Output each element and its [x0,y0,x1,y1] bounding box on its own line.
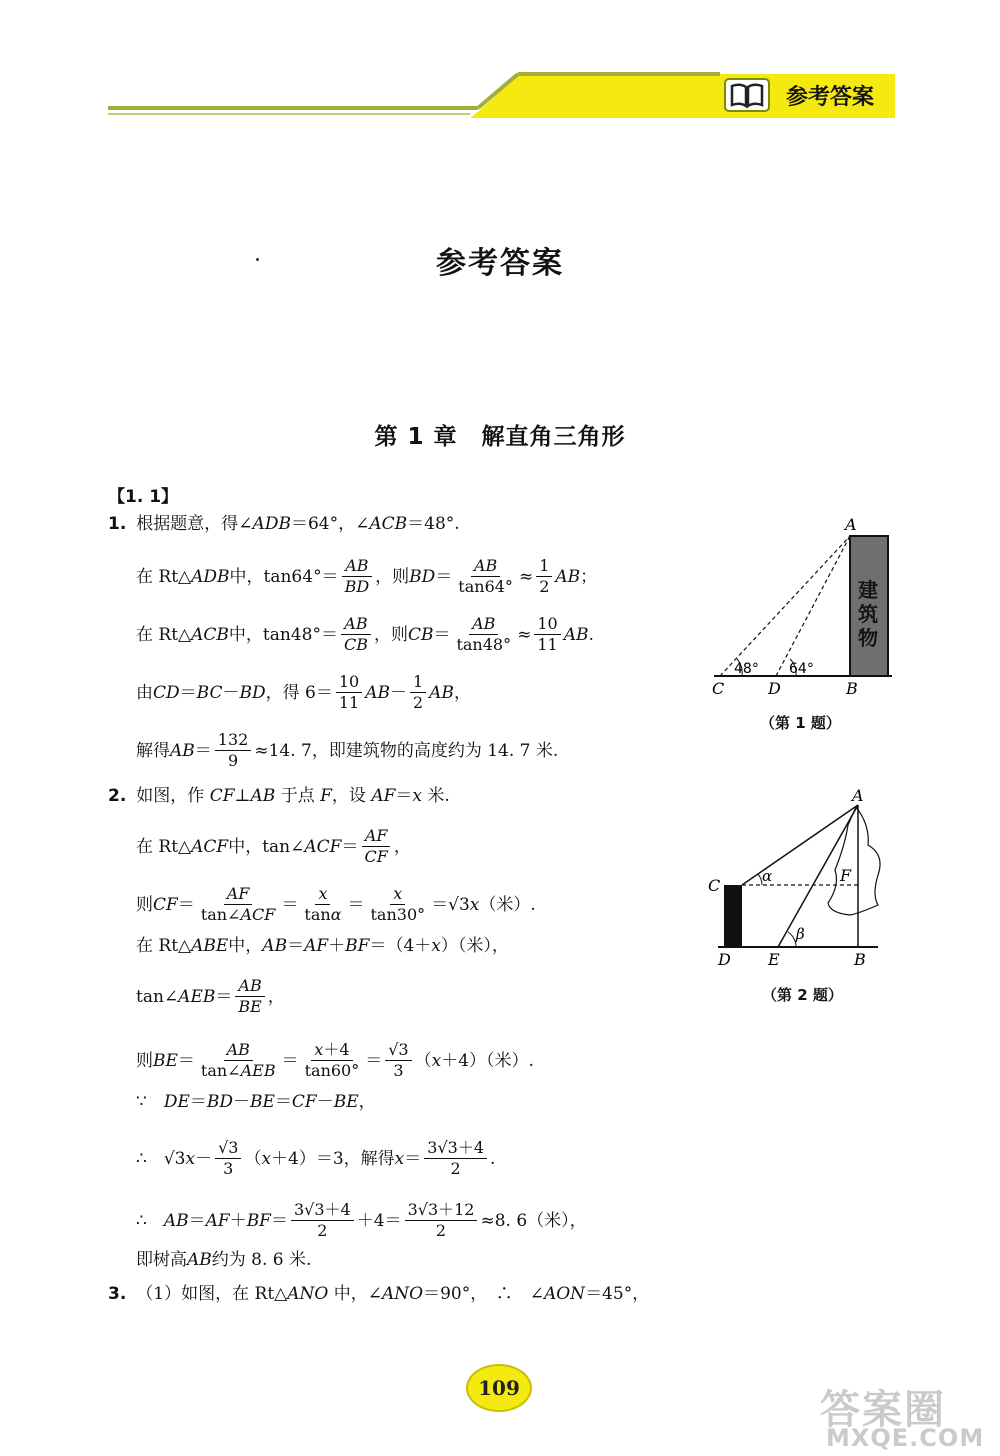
page-header [0,0,1000,150]
watermark-bottom: MXQE.COM [826,1424,985,1452]
building-label: 建筑物 [858,578,878,650]
label-c: C [712,679,725,698]
label-d: D [718,950,731,969]
p2-line-7: ∵ DE ＝ BD － BE ＝ CF － BE ， [136,1092,376,1112]
p1-line-4: 由 CD ＝ BC － BD ，得 6＝ $\frac{10}{11}$ AB － $\frac{1}{2}$ AB ， [136,672,471,712]
p2-line-10: 即树高 AB 约为 8. 6 米. [136,1250,312,1270]
p1-line-5: 解得 AB ＝ $\frac{132}{9}$ ≈14. 7，即建筑物的高度约为 14. 7 米. [136,730,559,770]
p2-line-5: tan∠ AEB ＝ $\frac{AB}{BE}$ ， [136,976,285,1016]
page-number-badge [466,1364,532,1412]
problem-number: 1. [108,514,127,534]
figure-2-caption: （第 2 题） [762,986,843,1004]
figure-1-caption: （第 1 题） [760,714,841,732]
page-number: 109 [478,1376,520,1400]
label-f: F [840,866,852,885]
page-title: 参考答案 [436,246,564,281]
label-c: C [708,876,721,895]
p2-line-6: 则 BE ＝ $\frac{AB}{\text{tan∠AEB}}$ ＝ $\frac{x+4}{\tan 60^\circ}$ ＝ $\frac{√3}{3}$ （ x ＋4）（米）. [136,1040,534,1080]
problem-number: 2. [108,786,127,806]
header-label: 参考答案 [786,85,875,110]
label-b: B [846,679,858,698]
p1-line-2: 在 Rt△ ADB 中，tan64°＝ $\frac{AB}{BD}$ ，则 BD ＝ $\frac{AB}{\tan 64^\circ}$ ≈ $\frac{1}{2}$ AB ； [136,556,598,596]
p3-line-1: 3. （1）如图，在 Rt△ANO 中，∠ANO＝90°， ∴ ∠AON＝45°， [108,1284,650,1304]
figure-2 [700,785,900,975]
header-rule [0,0,1000,150]
book-icon [724,78,770,112]
label-e: E [768,950,780,969]
label-b: B [854,950,866,969]
chapter-heading: 第 1 章 解直角三角形 [374,424,626,450]
section-label: 【1. 1】 [108,487,179,507]
p1-line-3: 在 Rt△ ACB 中，tan48°＝ $\frac{AB}{CB}$ ，则 CB ＝ $\frac{AB}{\tan 48^\circ}$ ≈ $\frac{10}{11}$ AB . [136,614,594,654]
angle-48: 48° [734,661,759,677]
watermark-top: 答案圈 [820,1387,946,1433]
p2-line-8: ∴ √3 x － $\frac{√3}{3}$ （ x ＋4）＝3，解得 x ＝ $\frac{3√3+4}{2}$ . [136,1138,496,1178]
problem-number: 3. [108,1284,127,1304]
p2-line-9: ∴ AB ＝ AF ＋ BF ＝ $\frac{3√3+4}{2}$ ＋4＝ $\frac{3√3+12}{2}$ ≈8. 6（米）， [136,1200,587,1240]
p2-line-4: 在 Rt△ ABE 中， AB ＝ AF ＋ BF ＝（4＋ x ）（米）， [136,936,509,956]
label-a: A [845,515,857,534]
label-alpha: α [762,867,773,885]
label-a: A [852,786,864,805]
p1-line-1: 1. 根据题意，得∠ADB＝64°，∠ACB＝48°. [108,514,460,534]
label-d: D [768,679,781,698]
label-beta: β [796,925,805,943]
p2-line-3: 则 CF ＝ $\frac{AF}{\text{tan∠ACF}}$ ＝ $\frac{x}{\tan\alpha}$ ＝ $\frac{x}{\tan 30^\circ}$ ＝√3 x （米）. [136,884,536,924]
angle-64: 64° [789,661,814,677]
p2-line-2: 在 Rt△ ACF 中，tan∠ ACF ＝ $\frac{AF}{CF}$ ， [136,826,411,866]
p2-line-1: 2. 如图，作 CF⊥AB 于点 F，设 AF＝x 米. [108,786,450,806]
